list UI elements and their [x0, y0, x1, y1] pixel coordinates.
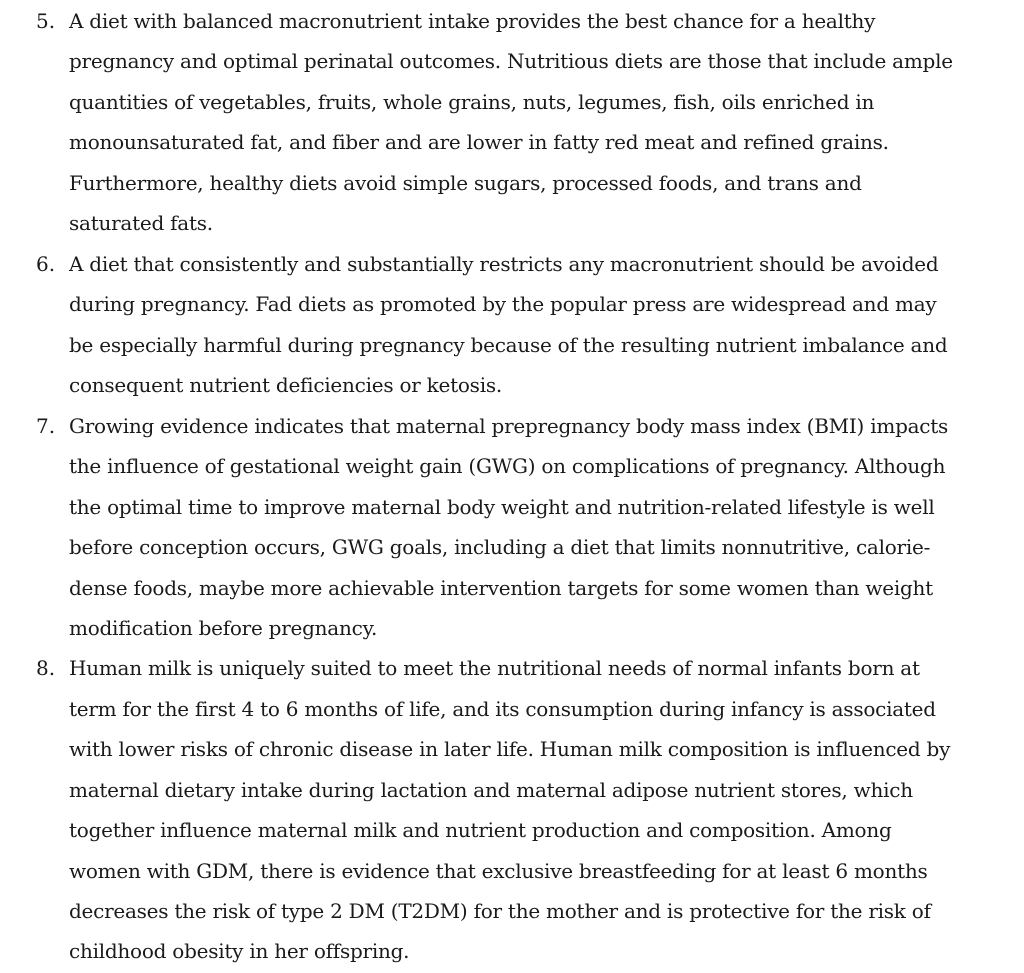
item-text-line: term for the first 4 to 6 months of life, and its consumption during infancy is associated — [69, 697, 936, 721]
item-text-line: together influence maternal milk and nutrient production and composition. Among — [69, 818, 892, 842]
item-text-line: be especially harmful during pregnancy because of the resulting nutrient imbalance and — [69, 333, 948, 357]
item-text-line: consequent nutrient deficiencies or ketosis. — [69, 373, 502, 397]
item-number: 7. — [36, 414, 56, 438]
item-text-line: A diet with balanced macronutrient intake provides the best chance for a healthy — [69, 9, 876, 33]
item-text-line: monounsaturated fat, and fiber and are lower in fatty red meat and refined grains. — [69, 130, 889, 154]
item-text-line: pregnancy and optimal perinatal outcomes. Nutritious diets are those that include ample — [69, 49, 953, 73]
item-text-line: saturated fats. — [69, 211, 213, 235]
item-text-line: women with GDM, there is evidence that exclusive breastfeeding for at least 6 months — [69, 859, 928, 883]
item-text-line: the influence of gestational weight gain (GWG) on complications of pregnancy. Although — [69, 454, 946, 478]
item-text-line: with lower risks of chronic disease in later life. Human milk composition is influenced by — [69, 737, 951, 761]
item-text-line: maternal dietary intake during lactation and maternal adipose nutrient stores, which — [69, 778, 913, 802]
item-text-line: modification before pregnancy. — [69, 616, 378, 640]
item-number: 5. — [36, 9, 56, 33]
item-number: 6. — [36, 252, 56, 276]
item-text-line: before conception occurs, GWG goals, including a diet that limits nonnutritive, calorie- — [69, 535, 931, 559]
item-text-line: Human milk is uniquely suited to meet the nutritional needs of normal infants born at — [69, 656, 920, 680]
item-text-line: the optimal time to improve maternal body weight and nutrition-related lifestyle is well — [69, 495, 935, 519]
item-text-line: during pregnancy. Fad diets as promoted by the popular press are widespread and may — [69, 292, 937, 316]
item-text-line: quantities of vegetables, fruits, whole grains, nuts, legumes, fish, oils enriched in — [69, 90, 875, 114]
item-text-line: Growing evidence indicates that maternal prepregnancy body mass index (BMI) impacts — [69, 414, 949, 438]
item-text-line: dense foods, maybe more achievable intervention targets for some women than weight — [69, 576, 933, 600]
item-text-line: A diet that consistently and substantially restricts any macronutrient should be avoided — [69, 252, 939, 276]
item-number: 8. — [36, 656, 56, 680]
item-text-line: decreases the risk of type 2 DM (T2DM) for the mother and is protective for the risk of — [69, 899, 931, 923]
item-text-line: childhood obesity in her offspring. — [69, 939, 410, 963]
item-text-line: Furthermore, healthy diets avoid simple sugars, processed foods, and trans and — [69, 171, 862, 195]
